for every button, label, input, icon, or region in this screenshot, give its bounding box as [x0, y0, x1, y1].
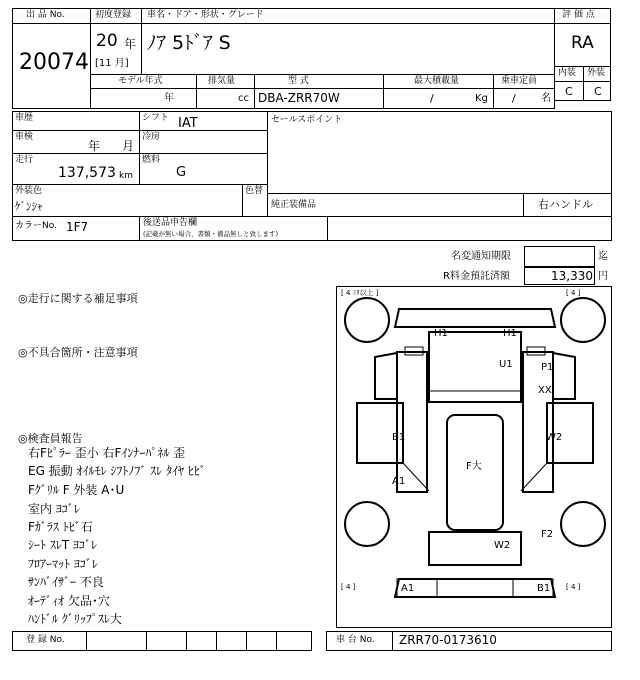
mark-b1-bottom: B1 — [537, 583, 551, 594]
color-no-box — [12, 216, 612, 241]
steering-value: 右ハンドル — [538, 198, 593, 211]
mark-p1: P1 — [541, 362, 554, 373]
right-front-fender — [553, 353, 575, 399]
first-registration-label: 初度登録 — [95, 10, 132, 20]
mark-u1: U1 — [499, 359, 513, 370]
grade-value: RA — [571, 33, 594, 53]
roof — [447, 415, 503, 530]
inspection-month-unit: 月 — [122, 139, 135, 153]
model-year-label: モデル年式 — [118, 76, 163, 86]
first-registration-year: 20 — [96, 31, 118, 51]
details-box — [12, 111, 268, 217]
left-side — [397, 352, 427, 492]
tire-front-right — [561, 298, 605, 342]
exterior-label: 外装 — [587, 68, 606, 78]
color-no-label: カラーNo. — [15, 221, 57, 231]
type-label: 型 式 — [288, 76, 309, 86]
postsend-label: 後送品申告欄 — [143, 218, 198, 228]
mark-f-big: F大 — [466, 461, 482, 472]
interior-label: 内装 — [558, 68, 577, 78]
mark-a1-left: A1 — [392, 476, 406, 487]
mark-b1-left: B1 — [392, 432, 406, 443]
report-line: ｼｰﾄ ｽﾚT ﾖｺﾞﾚ — [28, 538, 97, 552]
name-change-label: 名変通知期限 — [451, 251, 511, 262]
car-outline — [337, 287, 613, 629]
report-line: ﾊﾝﾄﾞﾙ ｸﾞﾘｯﾌﾟｽﾚ大 — [28, 612, 122, 626]
tire-rear-left — [345, 502, 389, 546]
mileage-unit: km — [119, 171, 133, 181]
sales-point-label: セールスポイント — [271, 115, 343, 125]
first-registration-month: [11 月] — [95, 58, 129, 69]
mark-h1-right: H1 — [503, 328, 517, 339]
history-label: 車歴 — [15, 113, 34, 123]
left-front-fender — [375, 353, 397, 399]
mark-a1-bottom: A1 — [401, 583, 415, 594]
registration-no-label: 登 録 No. — [26, 635, 65, 645]
mark-w2-rear: W2 — [494, 540, 511, 551]
report-line: ｻﾝﾊﾞｲｻﾞｰ 不良 — [28, 575, 104, 589]
name-change-unit: 迄 — [598, 251, 608, 262]
front-bumper — [395, 309, 555, 327]
color-value: ｹﾞﾝｼｬ — [15, 200, 43, 213]
driving-notes-label: ◎走行に関する補足事項 — [18, 292, 138, 305]
inspection-year-unit: 年 — [88, 139, 101, 153]
mark-f2: F2 — [541, 529, 554, 540]
report-line: ﾌﾛｱｰﾏｯﾄ ﾖｺﾞﾚ — [28, 557, 98, 571]
lot-label: 出 品 No. — [26, 10, 65, 20]
displacement-label: 排気量 — [208, 76, 236, 86]
recycle-unit: 円 — [598, 271, 608, 282]
right-side — [523, 352, 553, 492]
chassis-no-label: 車 台 No. — [336, 635, 375, 645]
lot-number: 20074 — [19, 50, 89, 75]
color-label: 外装色 — [15, 186, 43, 196]
displacement-unit: cc — [238, 93, 249, 104]
year-unit: 年 — [124, 37, 137, 51]
chassis-no-value: ZRR70-0173610 — [399, 633, 497, 647]
tire-label-front-left: [ 4 ﾐﾘ以上 ] — [341, 289, 379, 297]
report-line: 右Fﾋﾟﾗｰ 歪小 右Fｲﾝﾅｰﾊﾟﾈﾙ 歪 — [28, 446, 186, 460]
mark-xx: XX — [538, 385, 552, 396]
mark-w2-right: W2 — [546, 432, 563, 443]
type-value: DBA-ZRR70W — [258, 91, 340, 105]
report-line: EG 振動 ｵｲﾙﾓﾚ ｼﾌﾄﾉﾌﾞ ｽﾚ ﾀｲﾔ ﾋﾋﾞ — [28, 464, 206, 478]
max-load-label: 最大積載量 — [414, 76, 460, 86]
inspection-label: 車検 — [15, 132, 34, 142]
defects-label: ◎不具合箇所・注意事項 — [18, 346, 138, 359]
rear-bumper — [395, 579, 555, 597]
mileage-label: 走行 — [15, 155, 34, 165]
exterior-grade: C — [594, 85, 602, 98]
fuel-label: 燃料 — [142, 155, 161, 165]
car-diagram — [336, 286, 612, 628]
aircon-label: 冷房 — [142, 132, 161, 142]
recycle-value: 13,330 — [551, 269, 593, 283]
max-load-unit: Kg — [475, 93, 488, 104]
model-year-unit: 年 — [164, 93, 174, 104]
tire-rear-right — [561, 502, 605, 546]
grade-label: 評 価 点 — [562, 10, 595, 20]
capacity-unit: 名 — [541, 93, 551, 104]
car-name: ﾉｱ 5ﾄﾞｱ S — [147, 32, 231, 54]
tire-label-rear-right: [ 4 ] — [566, 583, 581, 591]
postsend-note: (記載が無い場合、書類・備品無しと致します) — [143, 230, 279, 238]
tire-front-left — [345, 298, 389, 342]
report-line: Fｸﾞﾘﾙ F 外装 A･U — [28, 483, 125, 497]
mileage-value: 137,573 — [58, 165, 116, 181]
recycle-label: R料金預託済額 — [443, 271, 510, 282]
fuel-value: G — [176, 165, 187, 180]
report-line: ｵｰﾃﾞｨｵ 欠品･穴 — [28, 594, 110, 608]
shift-label: シフト — [142, 113, 170, 123]
report-line: Fｶﾞﾗｽ ﾄﾋﾞ石 — [28, 520, 93, 534]
car-name-label: 車名・ドア・形状・グレード — [147, 10, 264, 20]
capacity-label: 乗車定員 — [501, 76, 538, 86]
capacity-value: / — [512, 92, 516, 105]
inspector-report-label: ◎検査員報告 — [18, 432, 83, 445]
color-change-label: 色替 — [245, 186, 264, 196]
name-change-box — [524, 246, 595, 267]
color-no-value: 1F7 — [66, 220, 89, 234]
shift-value: IAT — [178, 116, 198, 131]
interior-grade: C — [565, 85, 573, 98]
report-line: 室内 ﾖｺﾞﾚ — [28, 502, 80, 516]
max-load-value: / — [430, 92, 434, 105]
mark-h1-left: H1 — [434, 328, 448, 339]
tire-label-rear-left: [ 4 ] — [341, 583, 356, 591]
equipment-label: 純正装備品 — [271, 200, 317, 210]
tire-label-front-right: [ 4 ] — [566, 289, 581, 297]
